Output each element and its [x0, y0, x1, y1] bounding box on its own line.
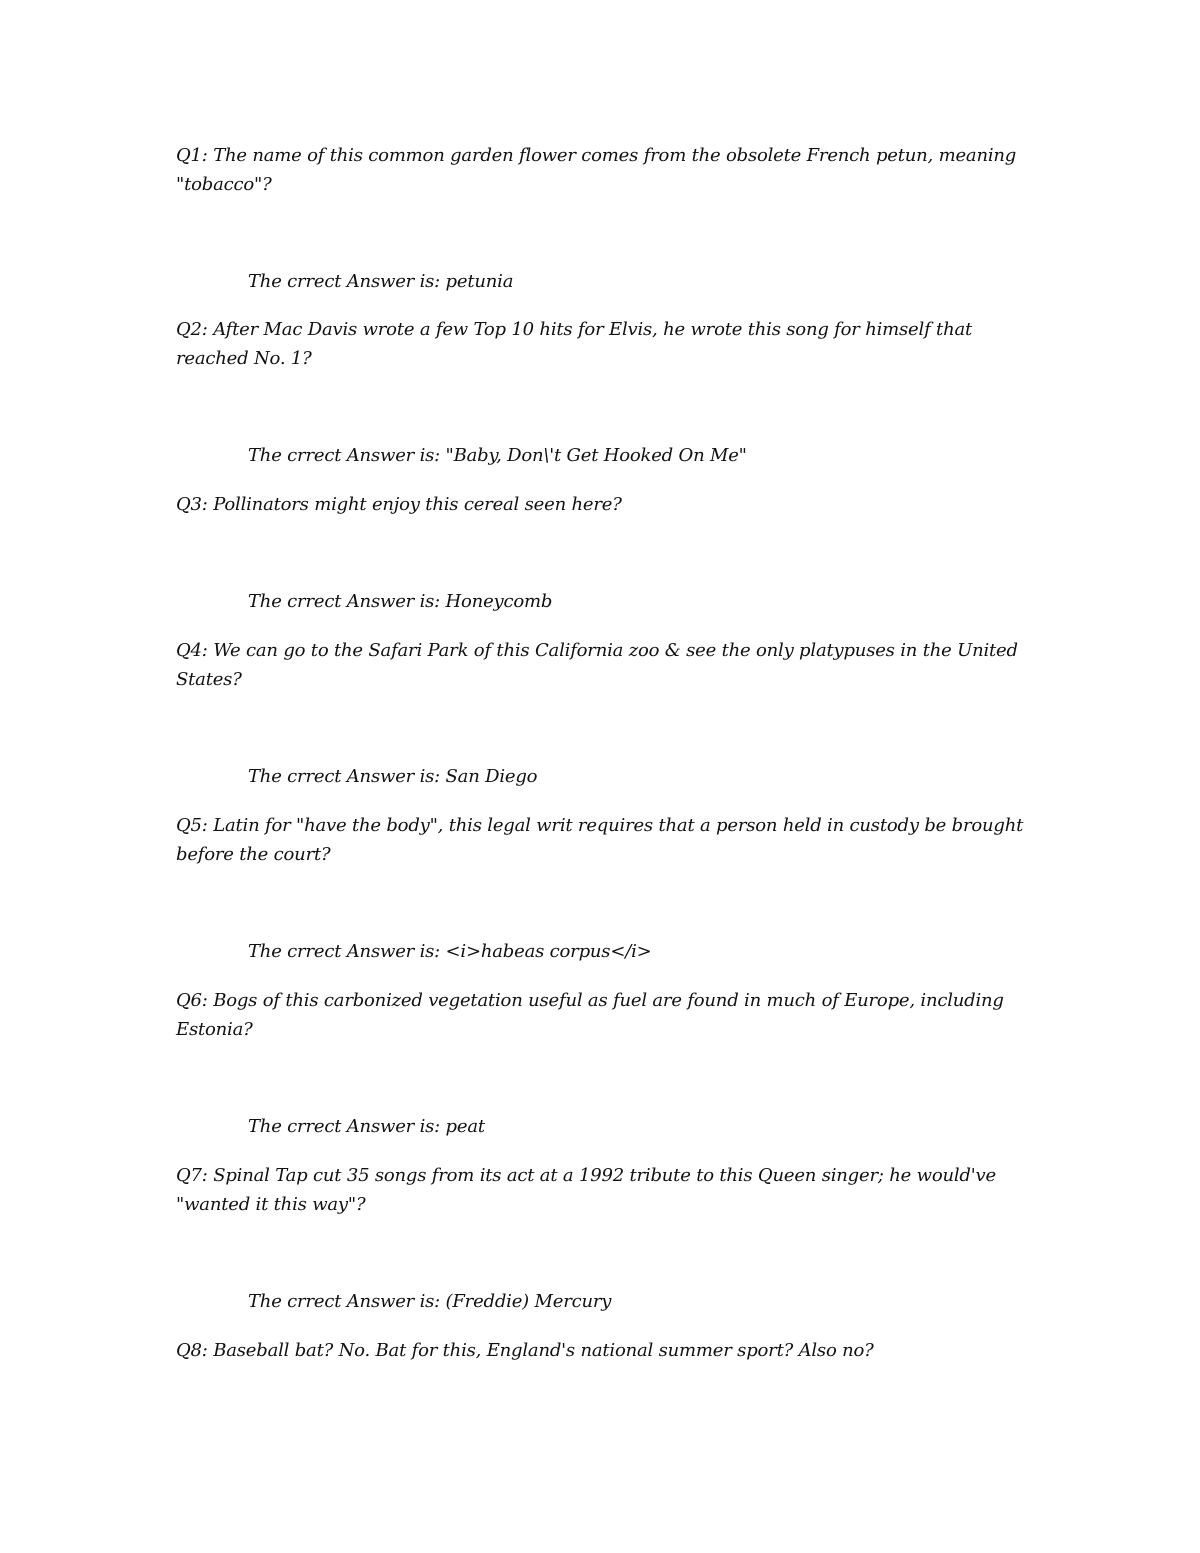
answer-7: The crrect Answer is: (Freddie) Mercury [248, 1291, 612, 1312]
question-7-line-1: Q7: Spinal Tap cut 35 songs from its act at a 1992 tribute to this Queen singer; he would've [176, 1165, 996, 1186]
answer-6: The crrect Answer is: peat [248, 1116, 485, 1137]
question-5-line-1: Q5: Latin for "have the body", this legal writ requires that a person held in custody be brought [176, 815, 1024, 836]
question-6-line-1: Q6: Bogs of this carbonized vegetation useful as fuel are found in much of Europe, including [176, 990, 1004, 1011]
question-7-line-2: "wanted it this way"? [176, 1194, 366, 1215]
question-8-line-1: Q8: Baseball bat? No. Bat for this, England's national summer sport? Also no? [176, 1340, 874, 1361]
question-4-line-2: States? [176, 669, 242, 690]
question-3-line-1: Q3: Pollinators might enjoy this cereal seen here? [176, 494, 622, 515]
question-6-line-2: Estonia? [176, 1019, 253, 1040]
question-1-line-2: "tobacco"? [176, 174, 272, 195]
question-4-line-1: Q4: We can go to the Safari Park of this California zoo & see the only platypuses in the United [176, 640, 1018, 661]
answer-1: The crrect Answer is: petunia [248, 271, 514, 292]
answer-2: The crrect Answer is: "Baby, Don\'t Get Hooked On Me" [248, 445, 747, 466]
question-5-line-2: before the court? [176, 844, 331, 865]
answer-5: The crrect Answer is: <i>habeas corpus</i> [248, 941, 652, 962]
answer-3: The crrect Answer is: Honeycomb [248, 591, 553, 612]
question-1-line-1: Q1: The name of this common garden flower comes from the obsolete French petun, meaning [176, 145, 1017, 166]
question-2-line-1: Q2: After Mac Davis wrote a few Top 10 hits for Elvis, he wrote this song for himself that [176, 319, 973, 340]
answer-4: The crrect Answer is: San Diego [248, 766, 538, 787]
question-2-line-2: reached No. 1? [176, 348, 312, 369]
